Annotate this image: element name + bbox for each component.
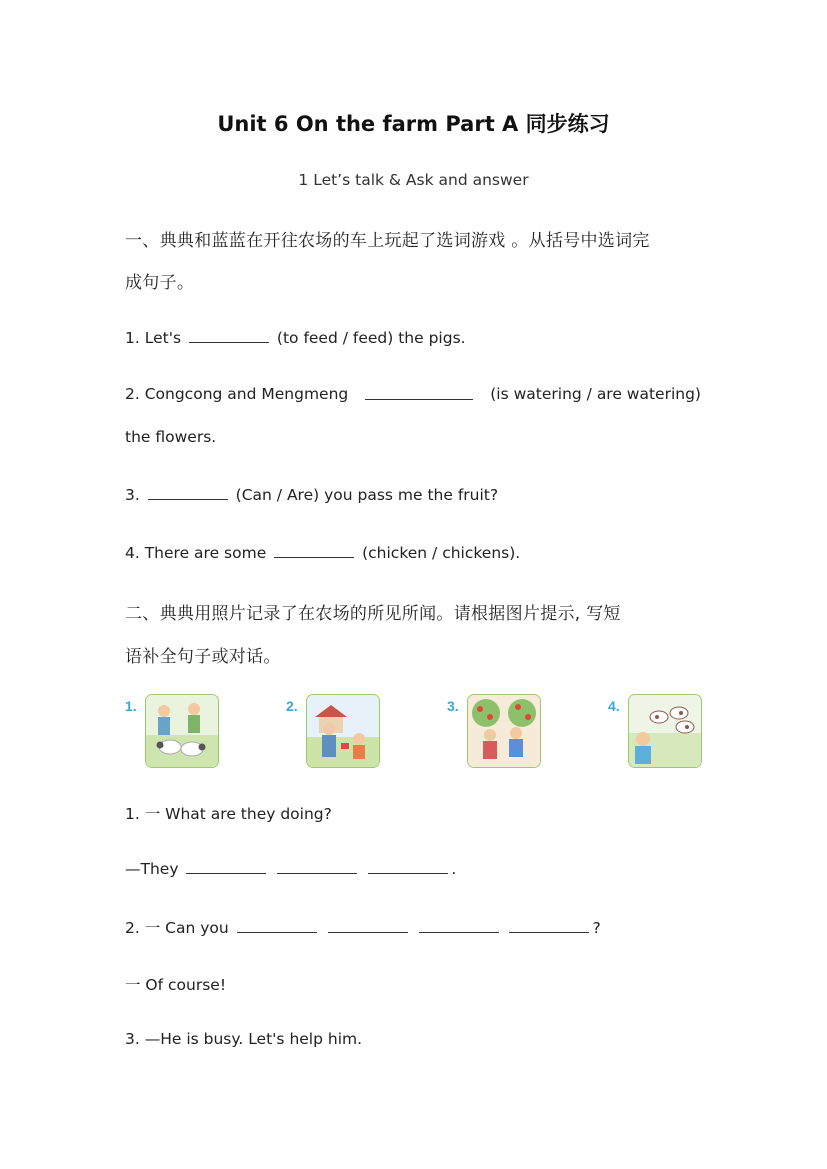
answer-blank-7[interactable]: [368, 859, 448, 874]
answer-blank-10[interactable]: [419, 918, 499, 933]
answer-blank-2[interactable]: [365, 385, 473, 400]
answer-blank-8[interactable]: [237, 918, 317, 933]
answer-blank-11[interactable]: [509, 918, 589, 933]
picture-4-number: 4.: [608, 698, 620, 714]
exercise1-item1: [125, 328, 701, 347]
page-title: Unit 6 On the farm Part A 同步练习: [217, 112, 610, 136]
kids-picking-fruit-picture: [467, 694, 541, 768]
dialog-answer-1: [125, 859, 701, 878]
answer-blank-1[interactable]: [189, 328, 269, 343]
dialog-question-2: [125, 916, 701, 938]
item2-hint: (is watering / are watering): [490, 385, 701, 403]
dialog-question-3: 3. —He is busy. Let's help him.: [125, 1030, 363, 1048]
exercise1-item3: [125, 485, 701, 504]
boy-and-cows-picture: [628, 694, 702, 768]
exercise1-item2: [125, 385, 701, 403]
item3-prefix: 3.: [125, 486, 140, 504]
picture-2: [286, 693, 378, 769]
answer-blank-6[interactable]: [277, 859, 357, 874]
picture-4: [608, 693, 700, 769]
question2-prefix: 2. 一 Can you: [125, 919, 229, 937]
item3-hint: (Can / Are) you pass me the fruit?: [235, 486, 499, 504]
picture-2-number: 2.: [286, 698, 298, 714]
answer-blank-5[interactable]: [186, 859, 266, 874]
picture-1-number: 1.: [125, 698, 137, 714]
answer-blank-9[interactable]: [328, 918, 408, 933]
item4-hint: (chicken / chickens).: [362, 544, 521, 562]
question2-suffix: ?: [592, 919, 601, 937]
item2-prefix: 2. Congcong and Mengmeng: [125, 385, 349, 403]
picture-row: [125, 693, 701, 769]
dialog-answer-2: 一 Of course!: [125, 976, 227, 994]
section2-heading-line2: 语补全句子或对话。: [125, 647, 281, 667]
dialog-question-1: 1. 一 What are they doing?: [125, 805, 332, 823]
section1-heading-line2: 成句子。: [125, 273, 195, 293]
picture-1: [125, 693, 217, 769]
answer1-prefix: —They: [125, 860, 179, 878]
item4-prefix: 4. There are some: [125, 544, 267, 562]
farmer-and-boy-picture: [306, 694, 380, 768]
section2-heading-line1: 二、典典用照片记录了在农场的所见所闻。请根据图片提示, 写短: [125, 604, 621, 624]
answer-blank-4[interactable]: [274, 543, 354, 558]
picture-3-number: 3.: [447, 698, 459, 714]
item1-prefix: 1. Let's: [125, 329, 182, 347]
item2-line2: the flowers.: [125, 428, 217, 446]
answer-blank-3[interactable]: [148, 485, 228, 500]
answer1-suffix: .: [451, 860, 457, 878]
item1-hint: (to feed / feed) the pigs.: [276, 329, 466, 347]
page-subtitle: 1 Let’s talk & Ask and answer: [298, 171, 529, 189]
picture-3: [447, 693, 539, 769]
section1-heading-line1: 一、典典和蓝蓝在开往农场的车上玩起了选词游戏 。从括号中选词完: [125, 231, 650, 251]
sheep-feeding-picture: [145, 694, 219, 768]
exercise1-item4: [125, 543, 701, 562]
